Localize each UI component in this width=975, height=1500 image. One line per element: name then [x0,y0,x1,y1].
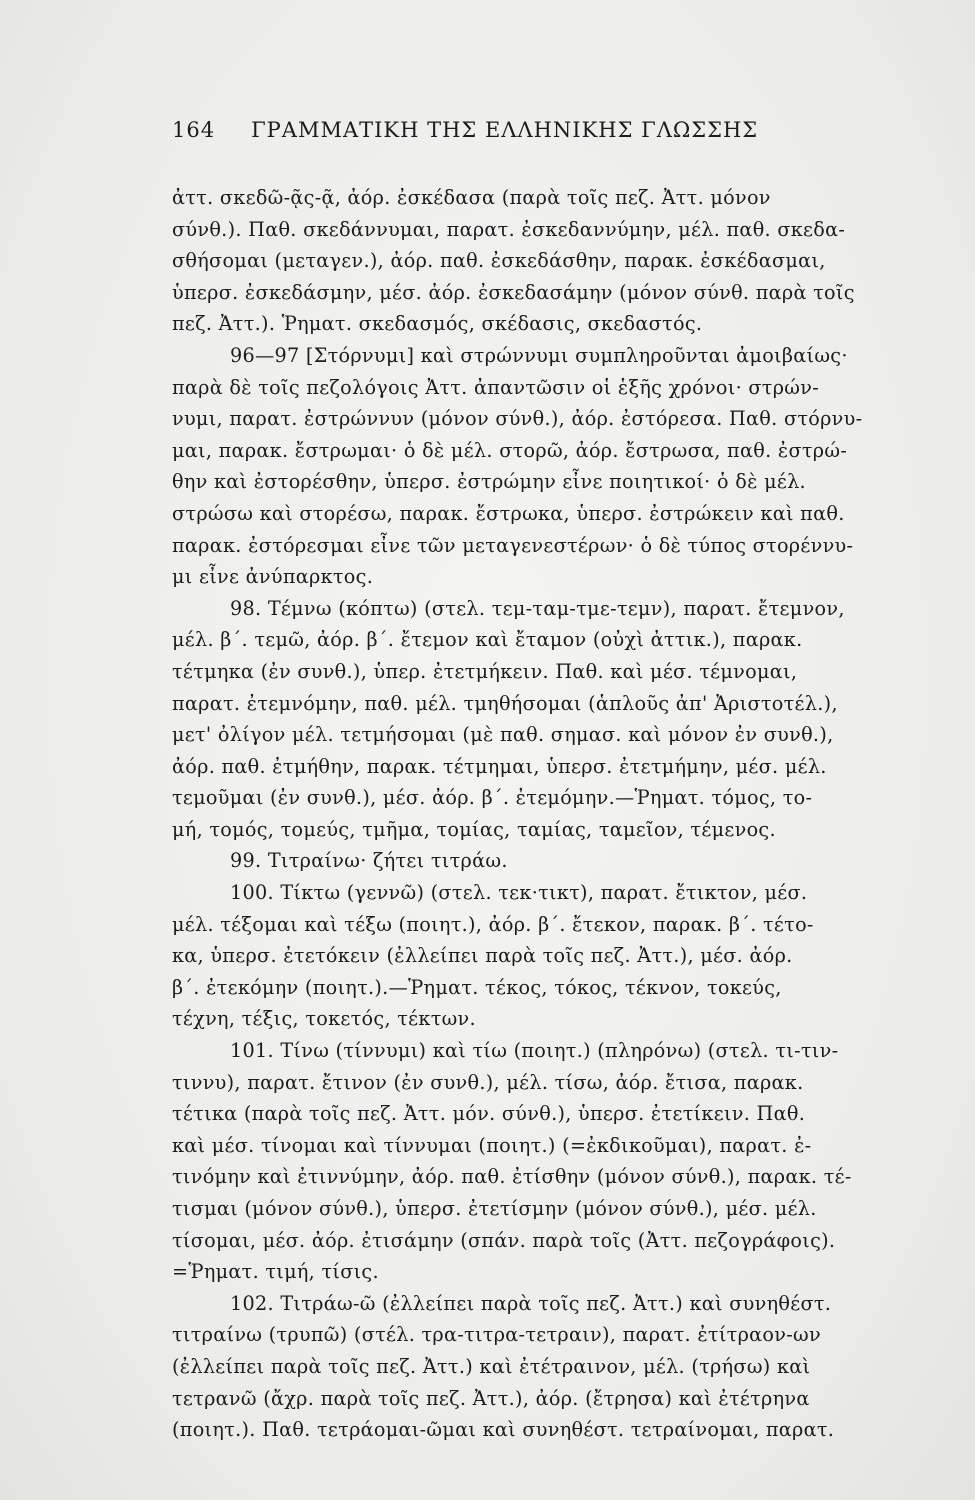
text-line: 100. Τίκτω (γεννῶ) (στελ. τεκ·τικτ), παρατ. ἔτικτον, μέσ. [230,881,808,905]
text-line: κα, ὑπερσ. ἐτετόκειν (ἐλλείπει παρὰ τοῖς πεζ. Ἀττ.), μέσ. ἀόρ. [172,944,793,968]
page-number: 164 [172,118,216,142]
text-line: πεζ. Ἀττ.). Ῥηματ. σκεδασμός, σκέδασις, σκεδαστός. [172,312,703,336]
text-line: β΄. ἐτεκόμην (ποιητ.).—Ῥηματ. τέκος, τόκος, τέκνον, τοκεύς, [172,975,782,999]
text-line: 101. Τίνω (τίννυμι) καὶ τίω (ποιητ.) (πληρόνω) (στελ. τι-τιν- [230,1039,839,1063]
text-line: =Ῥηματ. τιμή, τίσις. [172,1260,379,1284]
text-line: ἀττ. σκεδῶ-ᾷς-ᾷ, ἀόρ. ἐσκέδασα (παρὰ τοῖς πεζ. Ἀττ. μόνον [172,186,771,209]
text-line: μαι, παρακ. ἔστρωμαι· ὁ δὲ μέλ. στορῶ, ἀόρ. ἔστρωσα, παθ. ἐστρώ- [172,438,848,462]
text-line: τέτμηκα (ἐν συνθ.), ὑπερ. ἐτετμήκειν. Παθ. καὶ μέσ. τέμνομαι, [172,659,798,683]
text-line: παρὰ δὲ τοῖς πεζολόγοις Ἀττ. ἀπαντῶσιν οἱ ἑξῆς χρόνοι· στρών- [172,375,819,399]
text-line: τετρανῶ (ἄχρ. παρὰ τοῖς πεζ. Ἀττ.), ἀόρ. (ἔτρησα) καὶ ἐτέτρηνα [172,1386,810,1410]
text-line: ἀόρ. παθ. ἐτμήθην, παρακ. τέτμημαι, ὑπερσ. ἐτετμήμην, μέσ. μέλ. [172,754,827,778]
text-line: ὑπερσ. ἐσκεδάσμην, μέσ. ἀόρ. ἐσκεδασάμην (μόνον σύνθ. παρὰ τοῖς [172,280,855,304]
page-body-text [172,182,962,1446]
text-line: θην καὶ ἐστορέσθην, ὑπερσ. ἐστρώμην εἶνε ποιητικοί· ὁ δὲ μέλ. [172,470,806,494]
text-line: 98. Τέμνω (κόπτω) (στελ. τεμ-ταμ-τμε-τεμν), παρατ. ἔτεμνον, [230,596,845,620]
text-line: τεμοῦμαι (ἐν συνθ.), μέσ. ἀόρ. β΄. ἐτεμόμην.—Ῥηματ. τόμος, το- [172,786,813,810]
running-title: ΓΡΑΜΜΑΤΙΚΗ ΤΗΣ ΕΛΛΗΝΙΚΗΣ ΓΛΩΣΣΗΣ [251,118,759,142]
text-line: τέχνη, τέξις, τοκετός, τέκτων. [172,1007,476,1031]
text-line: μι εἶνε ἀνύπαρκτος. [172,565,374,589]
text-line: τισμαι (μόνον σύνθ.), ὑπερσ. ἐτετίσμην (μόνον σύνθ.), μέσ. μέλ. [172,1197,817,1220]
text-line: μέλ. τέξομαι καὶ τέξω (ποιητ.), ἀόρ. β΄. ἔτεκον, παρακ. β΄. τέτο- [172,912,814,936]
text-line: μετ' ὀλίγον μέλ. τετμήσομαι (μὲ παθ. σημασ. καὶ μόνον ἐν συνθ.), [172,723,834,747]
text-line: (ἐλλείπει παρὰ τοῖς πεζ. Ἀττ.) καὶ ἐτέτραινον, μέλ. (τρήσω) καὶ [172,1354,811,1378]
text-line: (ποιητ.). Παθ. τετράομαι-ῶμαι καὶ συνηθέστ. τετραίνομαι, παρατ. [172,1418,835,1442]
text-line: τινόμην καὶ ἐτιννύμην, ἀόρ. παθ. ἐτίσθην (μόνον σύνθ.), παρακ. τέ- [172,1165,852,1189]
text-line: παρακ. ἐστόρεσμαι εἶνε τῶν μεταγενεστέρων· ὁ δὲ τύπος στορέννυ- [172,533,854,557]
text-line: 102. Τιτράω-ῶ (ἐλλείπει παρὰ τοῖς πεζ. Ἀττ.) καὶ συνηθέστ. [230,1291,832,1315]
text-line: τέτικα (παρὰ τοῖς πεζ. Ἀττ. μόν. σύνθ.), ὑπερσ. ἐτετίκειν. Παθ. [172,1102,806,1126]
text-line: 96—97 [Στόρνυμι] καὶ στρώννυμι συμπληροῦνται ἀμοιβαίως· [230,343,848,367]
text-line: μέλ. β΄. τεμῶ, ἀόρ. β΄. ἔτεμον καὶ ἔταμον (οὐχὶ ἀττικ.), παρακ. [172,628,803,652]
text-line: στρώσω καὶ στορέσω, παρακ. ἔστρωκα, ὑπερσ. ἐστρώκειν καὶ παθ. [172,501,845,525]
text-line: τιννυ), παρατ. ἔτινον (ἐν συνθ.), μέλ. τίσω, ἀόρ. ἔτισα, παρακ. [172,1070,804,1094]
page-header [172,118,782,142]
text-line: παρατ. ἐτεμνόμην, παθ. μέλ. τμηθήσομαι (ἁπλοῦς ἀπ' Ἀριστοτέλ.), [172,691,838,715]
text-line: 99. Τιτραίνω· ζήτει τιτράω. [230,849,508,873]
text-line: καὶ μέσ. τίνομαι καὶ τίννυμαι (ποιητ.) (=ἐκδικοῦμαι), παρατ. ἐ- [172,1133,812,1157]
text-line: σύνθ.). Παθ. σκεδάννυμαι, παρατ. ἐσκεδαννύμην, μέλ. παθ. σκεδα- [172,217,846,241]
text-line: μή, τομός, τομεύς, τμῆμα, τομίας, ταμίας, ταμεῖον, τέμενος. [172,817,776,841]
text-line: τίσομαι, μέσ. ἀόρ. ἐτισάμην (σπάν. παρὰ τοῖς (Ἀττ. πεζογράφοις). [172,1228,836,1252]
text-line: τιτραίνω (τρυπῶ) (στέλ. τρα-τιτρα-τετραιν), παρατ. ἐτίτραον-ων [172,1323,821,1347]
text-line: νυμι, παρατ. ἐστρώννυν (μόνον σύνθ.), ἀόρ. ἐστόρεσα. Παθ. στόρνυ- [172,407,863,431]
text-line: σθήσομαι (μεταγεν.), ἀόρ. παθ. ἐσκεδάσθην, παρακ. ἐσκέδασμαι, [172,249,826,273]
